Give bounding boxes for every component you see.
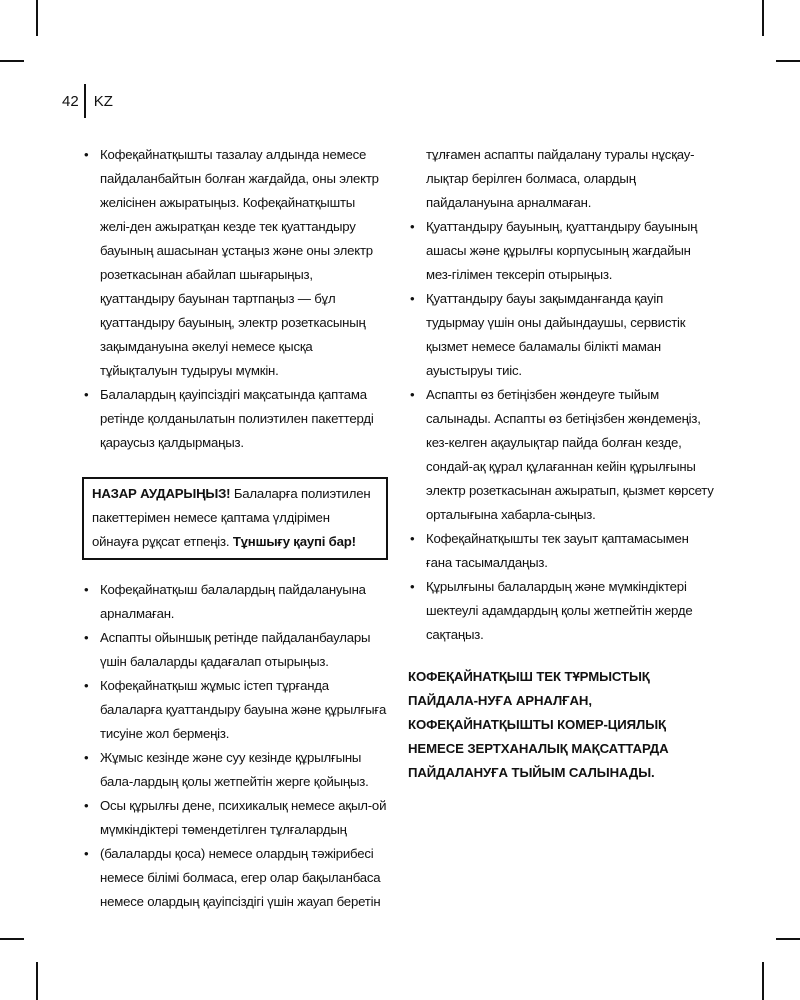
header-divider <box>84 84 86 118</box>
list-item: • Осы құрылғы дене, психикалық немесе ақыл-ой мүмкіндіктері төмендетілген тұлғалардың <box>84 798 387 837</box>
list-item: • Аспапты ойыншық ретінде пайдаланбаулары үшін балаларды қадағалап отырыңыз. <box>84 630 371 669</box>
list-item: • Балалардың қауіпсіздігі мақсатында қаптама ретінде қолданылатын полиэтилен пакеттерді қараусыз қалдырмаңыз. <box>84 387 374 450</box>
list-item: • Аспапты өз бетіңізбен жөндеуге тыйым салынады. Аспапты өз бетіңізбен жөндемеңіз, кез-келген ақаулықтар пайда болған кезде, сондай-ақ құрал құлағаннан кейін құрылғыны электр розеткасынан ажыратып, қызмет көрсету орталығына хабарла-сыңыз. <box>410 387 714 522</box>
crop-mark <box>776 60 800 62</box>
safety-list-bottom <box>82 578 388 914</box>
crop-mark <box>36 0 38 36</box>
safety-list-right <box>408 215 718 647</box>
page-header <box>62 84 113 118</box>
list-item: • (балаларды қоса) немесе олардың тәжірибесі немесе білімі болмаса, егер олар бақыланбаса немесе олардың қауіпсіздігі үшін жауап беретін <box>84 846 381 909</box>
left-column <box>82 143 388 914</box>
list-item: • Кофеқайнатқышты тек зауыт қаптамасымен ғана тасымалдаңыз. <box>410 531 689 570</box>
crop-mark <box>0 938 24 940</box>
crop-mark <box>0 60 24 62</box>
continued-text: тұлғамен аспапты пайдалану туралы нұсқау-лықтар берілген болмаса, олардың пайдалануына арналмаған. <box>426 147 695 210</box>
warning-label: НАЗАР АУДАРЫҢЫЗ! <box>92 486 231 501</box>
warning-emphasis: Тұншығу қаупі бар! <box>232 534 356 549</box>
warning-text: Балаларға полиэтилен пакеттерімен немесе қаптама үлдірімен ойнауға рұқсат етпеңіз. <box>92 486 371 549</box>
crop-mark <box>762 0 764 36</box>
final-notice: КОФЕҚАЙНАТҚЫШ ТЕК ТҰРМЫСТЫҚ ПАЙДАЛА-НУҒА АРНАЛҒАН, КОФЕҚАЙНАТҚЫШТЫ КОМЕР-ЦИЯЛЫҚ НЕМЕСЕ ЗЕРТХАНАЛЫҚ МАҚСАТТАРДА ПАЙДАЛАНУҒА ТЫЙЫМ САЛЫНАДЫ. <box>408 669 669 780</box>
list-item: • Кофеқайнатқыш жұмыс істеп тұрғанда балаларға қуаттандыру бауына және құрылғыға тисуіне жол бермеңіз. <box>84 678 387 741</box>
list-item: • Қуаттандыру бауының, қуаттандыру бауының ашасы және құрылғы корпусының жағдайын мез-гілімен тексеріп отырыңыз. <box>410 219 698 282</box>
warning-box <box>82 477 388 560</box>
crop-mark <box>762 962 764 1000</box>
page-number: 42 <box>62 92 79 110</box>
list-item: • Жұмыс кезінде және суу кезінде құрылғыны бала-лардың қолы жетпейтін жерге қойыңыз. <box>84 750 369 789</box>
right-column <box>408 143 718 785</box>
crop-mark <box>776 938 800 940</box>
list-item: • Құрылғыны балалардың және мүмкіндіктері шектеулі адамдардың қолы жетпейтін жерде сақтаңыз. <box>410 579 693 642</box>
list-item: • Кофеқайнатқышты тазалау алдында немесе пайдаланбайтын болған жағдайда, оны электр желісінен ажыратыңыз. Кофеқайнатқышты желі-ден ажыратқан кезде тек қуаттандыру бауының ашасынан ұстаңыз және оны электр розеткасынан абайлап шығарыңыз, қуаттандыру бауынан тартпаңыз — бұл қуаттандыру бауының, электр розеткасының зақымдануына әкелуі немесе қысқа тұйықталуын тудыруы мүмкін. <box>84 147 379 378</box>
list-item: • Кофеқайнатқыш балалардың пайдалануына арналмаған. <box>84 582 366 621</box>
language-code: KZ <box>93 92 113 110</box>
crop-mark <box>36 962 38 1000</box>
safety-list-top <box>82 143 388 455</box>
list-item: • Қуаттандыру бауы зақымданғанда қауіп тудырмау үшін оны дайындаушы, сервистік қызмет немесе баламалы білікті маман ауыстыруы тиіс. <box>410 291 686 378</box>
